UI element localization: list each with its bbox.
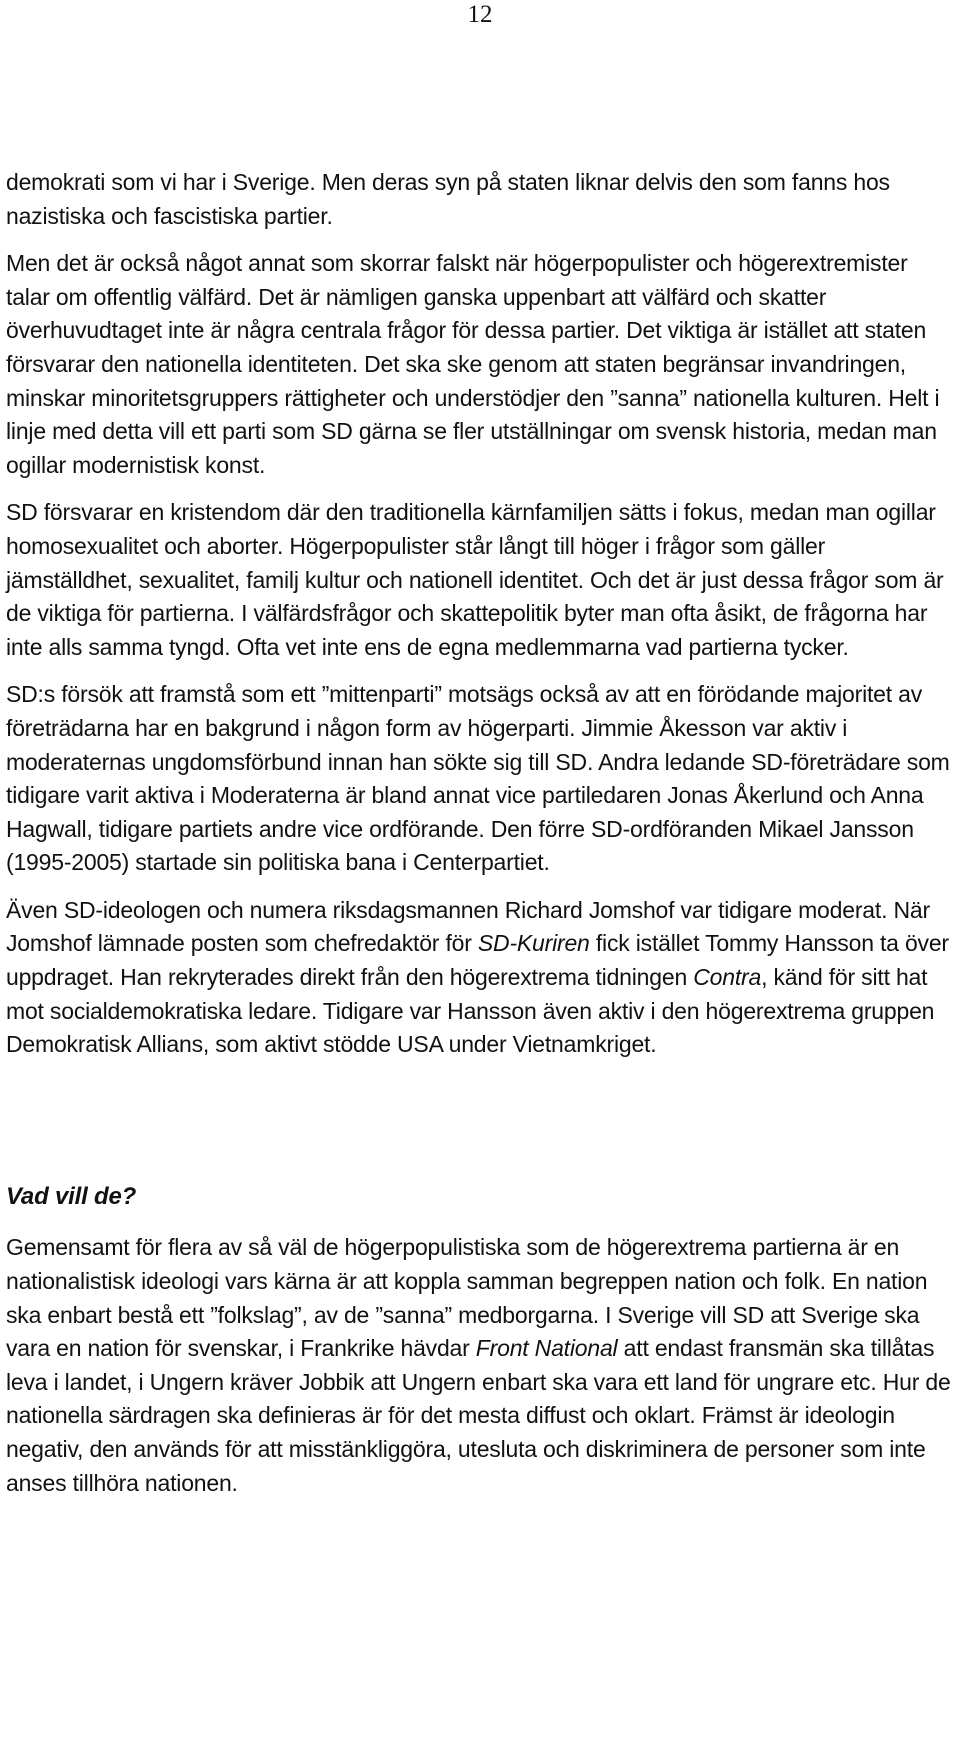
paragraph-1: demokrati som vi har i Sverige. Men deras syn på staten liknar delvis den som fanns hos nazistiska och fascistiska partier. <box>6 169 890 229</box>
page-number: 12 <box>467 1 493 28</box>
paragraph-6 <box>6 1231 956 1500</box>
paragraph-4: SD:s försök att framstå som ett ”mittenparti” motsägs också av att en förödande majoritet av företrädarna har en bakgrund i någon form av högerparti. Jimmie Åkesson var aktiv i moderaternas ungdomsförbund innan han sökte sig till SD. Andra ledande SD-företrädare som tidigare varit aktiva i Moderaterna är bland annat vice partiledaren Jonas Åkerlund och Anna Hagwall, tidigare partiets andre vice ordförande. Den förre SD-ordföranden Mikael Jansson (1995-2005) startade sin politiska bana i Centerpartiet. <box>6 681 950 876</box>
paragraph-2: Men det är också något annat som skorrar falskt när högerpopulister och högerextremister talar om offentlig välfärd. Det är nämligen ganska uppenbart att välfärd och skatter överhuvudtaget inte är några centrala frågor för dessa partier. Det viktiga är istället att staten försvarar den nationella identiteten. Det ska ske genom att staten begränsar invandringen, minskar minoritetsgruppers rättigheter och understödjer den ”sanna” nationella kulturen. Helt i linje med detta vill ett parti som SD gärna se fler utställningar om svensk historia, medan man ogillar modernistisk konst. <box>6 250 940 478</box>
section-heading: Vad vill de? <box>6 1182 137 1210</box>
publication-title-sd-kuriren: SD-Kuriren <box>477 930 590 957</box>
paragraph-5-text-c: fick istället Tommy Hansson ta över uppdraget. Han rekryterades direkt från den högerextrema tidningen <box>6 930 949 991</box>
paragraph-3: SD försvarar en kristendom där den traditionella kärnfamiljen sätts i fokus, medan man ogillar homosexualitet och aborter. Högerpopulister står långt till höger i frågor som gäller jämställdhet, sexualitet, familj kultur och nationell identitet. Och det är just dessa frågor som är de viktiga för partierna. I välfärdsfrågor och skattepolitik byter man ofta åsikt, de frågorna har inte alls samma tyngd. Ofta vet inte ens de egna medlemmarna vad partierna tycker. <box>6 499 944 660</box>
paragraph-5-text-e: , känd för sitt hat mot socialdemokratiska ledare. Tidigare var Hansson även aktiv i den högerextrema gruppen Demokratisk Allians, som aktivt stödde USA under Vietnamkriget. <box>6 964 935 1058</box>
party-name-front-national: Front National <box>475 1335 618 1362</box>
paragraph-5 <box>6 894 956 1062</box>
document-body <box>6 166 956 1500</box>
paragraph-6-text-a: Gemensamt för flera av så väl de högerpopulistiska som de högerextrema partierna är en nationalistisk ideologi vars kärna är att koppla samman begreppen nation och folk. En nation ska enbart bestå ett ”folkslag”, av de ”sanna” medborgarna. I Sverige vill SD att Sverige ska vara en nation för svenskar, i Frankrike hävdar <box>6 1234 928 1362</box>
paragraph-5-text-a: Även SD-ideologen och numera riksdagsmannen Richard Jomshof var tidigare moderat. När Jomshof lämnade posten som chefredaktör för <box>6 896 930 957</box>
paragraph-6-text-c: att endast fransmän ska tillåtas leva i landet, i Ungern kräver Jobbik att Ungern enbart ska vara ett land för ungrare etc. Hur de nationella särdragen ska definieras är för det mesta diffust och oklart. Främst är ideologin negativ, den används för att misstänkliggöra, utesluta och diskriminera de personer som inte anses tillhöra nationen. <box>6 1335 951 1496</box>
publication-title-contra: Contra <box>693 964 762 991</box>
